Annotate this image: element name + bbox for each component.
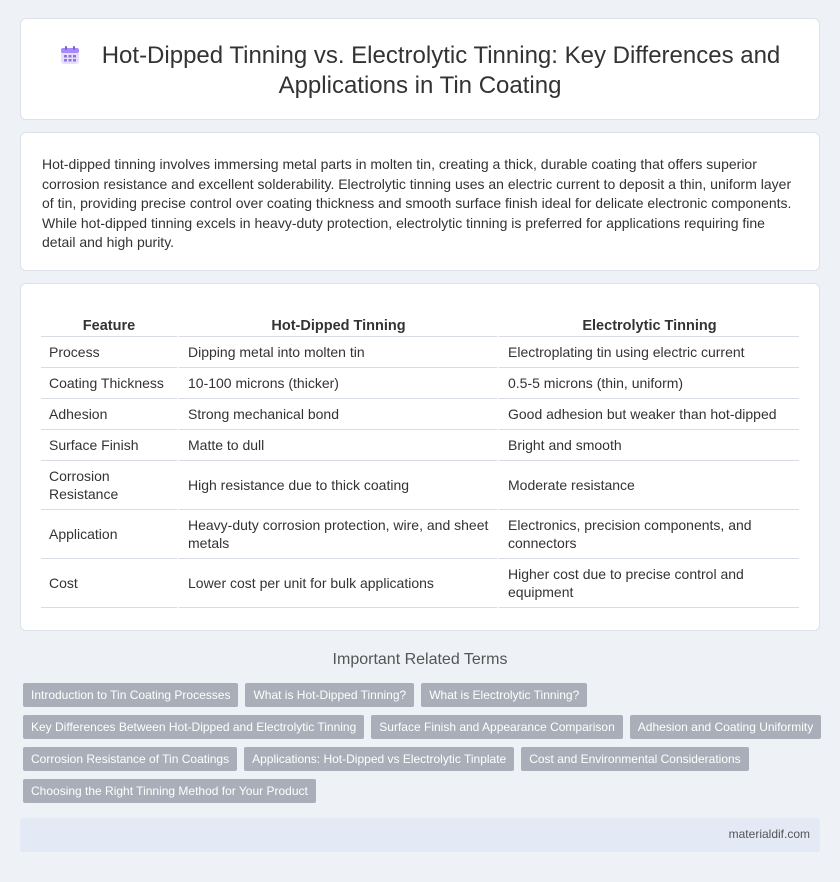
related-terms-list [23, 683, 823, 811]
page-title: Hot-Dipped Tinning vs. Electrolytic Tinning: Key Differences and Applications in Tin Coating [101, 42, 781, 99]
related-term-link[interactable]: Choosing the Right Tinning Method for Your Product [23, 779, 316, 803]
related-term-link[interactable]: Applications: Hot-Dipped vs Electrolytic Tinplate [244, 747, 514, 771]
related-term-link[interactable]: Surface Finish and Appearance Comparison [371, 715, 622, 739]
table-cell: Surface Finish [41, 430, 177, 461]
related-term-link[interactable]: What is Electrolytic Tinning? [421, 683, 587, 707]
related-term-link[interactable]: Cost and Environmental Considerations [521, 747, 748, 771]
table-cell: Moderate resistance [497, 461, 799, 510]
calendar-icon [60, 45, 80, 65]
table-row [41, 461, 799, 510]
site-link[interactable]: materialdif.com [728, 827, 810, 841]
table-row [41, 430, 799, 461]
table-cell: Matte to dull [177, 430, 497, 461]
related-term-link[interactable]: Introduction to Tin Coating Processes [23, 683, 238, 707]
comparison-table [41, 315, 799, 608]
table-cell: Heavy-duty corrosion protection, wire, and sheet metals [177, 510, 497, 559]
intro-card [20, 132, 820, 271]
table-cell: Dipping metal into molten tin [177, 337, 497, 368]
table-cell: 0.5-5 microns (thin, uniform) [497, 368, 799, 399]
column-header: Hot-Dipped Tinning [177, 315, 497, 337]
table-cell: Electroplating tin using electric current [497, 337, 799, 368]
related-term-link[interactable]: Adhesion and Coating Uniformity [630, 715, 821, 739]
table-cell: Good adhesion but weaker than hot-dipped [497, 399, 799, 430]
table-cell: Electronics, precision components, and connectors [497, 510, 799, 559]
table-cell: Corrosion Resistance [41, 461, 177, 510]
table-row [41, 337, 799, 368]
related-terms-heading: Important Related Terms [332, 651, 508, 668]
page-title-block [21, 41, 819, 101]
table-row [41, 399, 799, 430]
related-term-link[interactable]: Corrosion Resistance of Tin Coatings [23, 747, 237, 771]
related-term-link[interactable]: What is Hot-Dipped Tinning? [245, 683, 414, 707]
table-cell: Process [41, 337, 177, 368]
table-cell: Cost [41, 559, 177, 608]
table-row [41, 559, 799, 608]
table-cell: High resistance due to thick coating [177, 461, 497, 510]
comparison-card [20, 283, 820, 631]
related-term-link[interactable]: Key Differences Between Hot-Dipped and Electrolytic Tinning [23, 715, 364, 739]
table-cell: 10-100 microns (thicker) [177, 368, 497, 399]
column-header: Electrolytic Tinning [497, 315, 799, 337]
table-cell: Higher cost due to precise control and equipment [497, 559, 799, 608]
table-row [41, 368, 799, 399]
table-cell: Bright and smooth [497, 430, 799, 461]
footer [20, 818, 820, 852]
table-cell: Application [41, 510, 177, 559]
table-cell: Lower cost per unit for bulk applications [177, 559, 497, 608]
table-cell: Adhesion [41, 399, 177, 430]
title-card [20, 18, 820, 120]
table-header-row [41, 315, 799, 337]
table-cell: Coating Thickness [41, 368, 177, 399]
column-header: Feature [41, 315, 177, 337]
table-row [41, 510, 799, 559]
intro-paragraph: Hot-dipped tinning involves immersing metal parts in molten tin, creating a thick, durable coating that offers superior corrosion resistance and excellent solderability. Electrolytic tinning uses an electric current to deposit a thin, uniform layer of tin, providing precise control over coating thickness and smooth surface finish ideal for delicate electronic components. While hot-dipped tinning excels in heavy-duty protection, electrolytic tinning is preferred for applications requiring fine detail and high purity. [42, 156, 792, 250]
table-cell: Strong mechanical bond [177, 399, 497, 430]
